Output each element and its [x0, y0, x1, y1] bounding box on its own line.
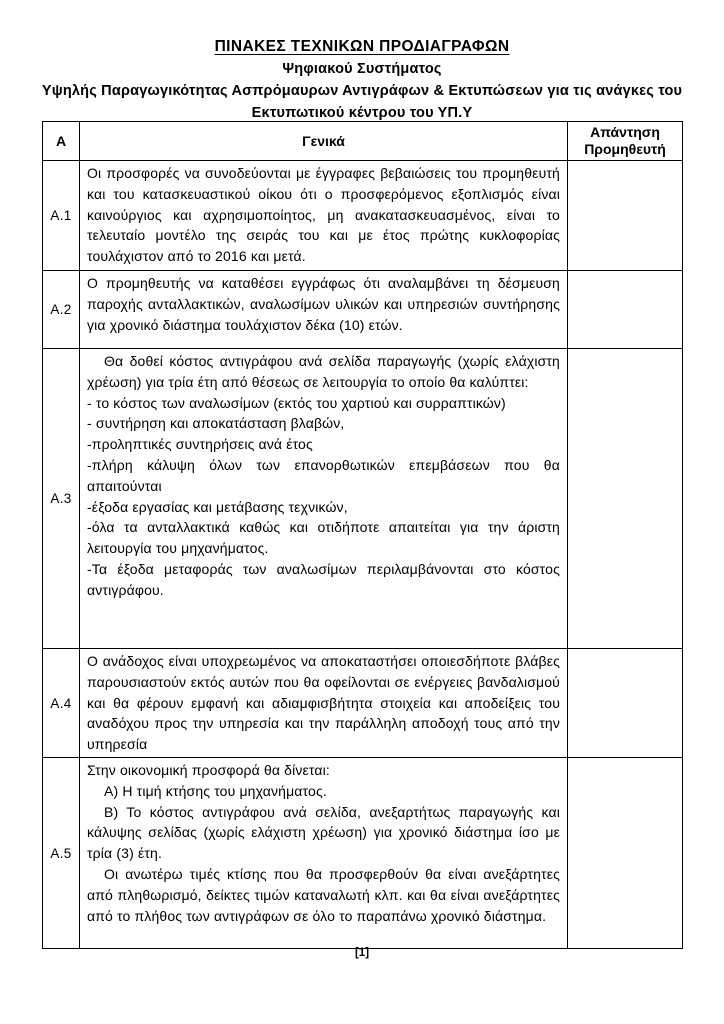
spec-paragraph: -Τα έξοδα μεταφοράς των αναλωσίμων περιλαμβάνονται στο κόστος αντιγράφου.	[87, 560, 560, 598]
column-header-general: Γενικά	[80, 122, 568, 161]
spec-paragraph: Στην οικονομική προσφορά θα δίνεται:	[87, 762, 330, 778]
table-row	[43, 161, 683, 271]
row-text-cell	[80, 349, 568, 649]
table-row	[43, 649, 683, 758]
header-row	[43, 122, 683, 161]
spec-paragraph: Οι ανωτέρω τιμές κτίσης που θα προσφερθούν θα είναι ανεξάρτητες από πληθωρισμό, δείκτες τιμών καταναλωτή κλπ. και θα είναι ανεξάρτητες από το πλήθος των αντιγράφων σε όλο το παραπάνω χρονικό διάστημα.	[87, 865, 560, 924]
supplier-answer-cell	[568, 349, 683, 649]
spec-paragraph: - το κόστος των αναλωσίμων (εκτός του χαρτιού και συρραπτικών)	[87, 394, 506, 411]
row-text-cell	[80, 649, 568, 758]
supplier-answer-cell	[568, 161, 683, 271]
spec-paragraph: Α) Η τιμή κτήσης του μηχανήματος.	[104, 782, 327, 799]
column-header-id: Α	[43, 122, 80, 161]
row-text-cell	[80, 271, 568, 349]
subtitle-line-2: Υψηλής Παραγωγικότητας Ασπρόμαυρων Αντιγράφων & Εκτυπώσεων για τις ανάγκες του	[41, 83, 683, 99]
row-id-cell: Α.2	[43, 271, 80, 349]
spec-table-body	[43, 161, 683, 949]
spec-paragraph: Β) Το κόστος αντιγράφου ανά σελίδα, ανεξαρτήτως παραγωγής και κάλυψης σελίδας (χωρίς ελάχιστη χρέωση) για χρονικό διάστημα ίσο με τρία (3) έτη.	[87, 803, 560, 862]
subtitle-line-1: Ψηφιακού Συστήματος	[282, 61, 442, 77]
table-row	[43, 349, 683, 649]
supplier-answer-cell	[568, 649, 683, 758]
spec-table-header	[43, 122, 683, 161]
row-text-cell	[80, 161, 568, 271]
spec-paragraph: Θα δοθεί κόστος αντιγράφου ανά σελίδα παραγωγής (χωρίς ελάχιστη χρέωση) για τρία έτη από θέσεως σε λειτουργία το οποίο θα καλύπτει:	[87, 353, 560, 390]
spec-paragraph: -προληπτικές συντηρήσεις ανά έτος	[87, 436, 313, 453]
spec-paragraph: -όλα τα ανταλλακτικά καθώς και οτιδήποτε απαιτείται για την άριστη λειτουργία του μηχανήματος.	[87, 519, 560, 557]
row-id-cell: Α.5	[43, 758, 80, 949]
supplier-answer-cell	[568, 758, 683, 949]
row-text-cell	[80, 758, 568, 949]
spec-paragraph: -έξοδα εργασίας και μετάβασης τεχνικών,	[87, 498, 348, 515]
spec-paragraph: - συντήρηση και αποκατάσταση βλαβών,	[87, 415, 345, 432]
spec-paragraph: -πλήρη κάλυψη όλων των επανορθωτικών επεμβάσεων που θα απαιτούνται	[87, 456, 560, 494]
spec-paragraph: Ο προμηθευτής να καταθέσει εγγράφως ότι αναλαμβάνει τη δέσμευση παροχής ανταλλακτικών, αναλωσίμων υλικών και υπηρεσιών συντήρησης για χρονικό διάστημα τουλάχιστον δέκα (10) ετών.	[87, 275, 560, 333]
subtitle-line-3: Εκτυπωτικού κέντρου του ΥΠ.Υ	[251, 105, 473, 121]
document-header	[0, 36, 724, 124]
supplier-answer-cell	[568, 271, 683, 349]
row-id-cell: Α.3	[43, 349, 80, 649]
page-number: [1]	[354, 947, 370, 959]
table-row	[43, 271, 683, 349]
column-header-supplier-answer: Απάντηση Προμηθευτή	[568, 122, 683, 161]
row-id-cell: Α.4	[43, 649, 80, 758]
row-id-cell: Α.1	[43, 161, 80, 271]
spec-paragraph: Ο ανάδοχος είναι υποχρεωμένος να αποκαταστήσει οποιεσδήποτε βλάβες παρουσιαστούν εκτός αυτών που θα οφείλονται σε ενέργειες βανδαλισμού και θα φέρουν εμφανή και αδιαμφισβήτητα στοιχεία και αποδείξεις του αναδόχου προς την υπηρεσία και την παράλληλη αποδοχή τους από την υπηρεσία	[87, 653, 560, 753]
table-row	[43, 758, 683, 949]
spec-table	[42, 121, 683, 949]
page-title: ΠΙΝΑΚΕΣ ΤΕΧΝΙΚΩΝ ΠΡΟΔΙΑΓΡΑΦΩΝ	[214, 38, 510, 55]
spec-paragraph: Οι προσφορές να συνοδεύονται με έγγραφες βεβαιώσεις του προμηθευτή και του κατασκευαστικού οίκου ότι ο προσφερόμενος εξοπλισμός είναι καινούργιος και αχρησιμοποίητος, μη ανακατασκευασμένος, είναι το τελευταίο μοντέλο της σειράς του και με έτος πρώτης κυκλοφορίας τουλάχιστον από το 2016 και μετά.	[87, 165, 560, 265]
